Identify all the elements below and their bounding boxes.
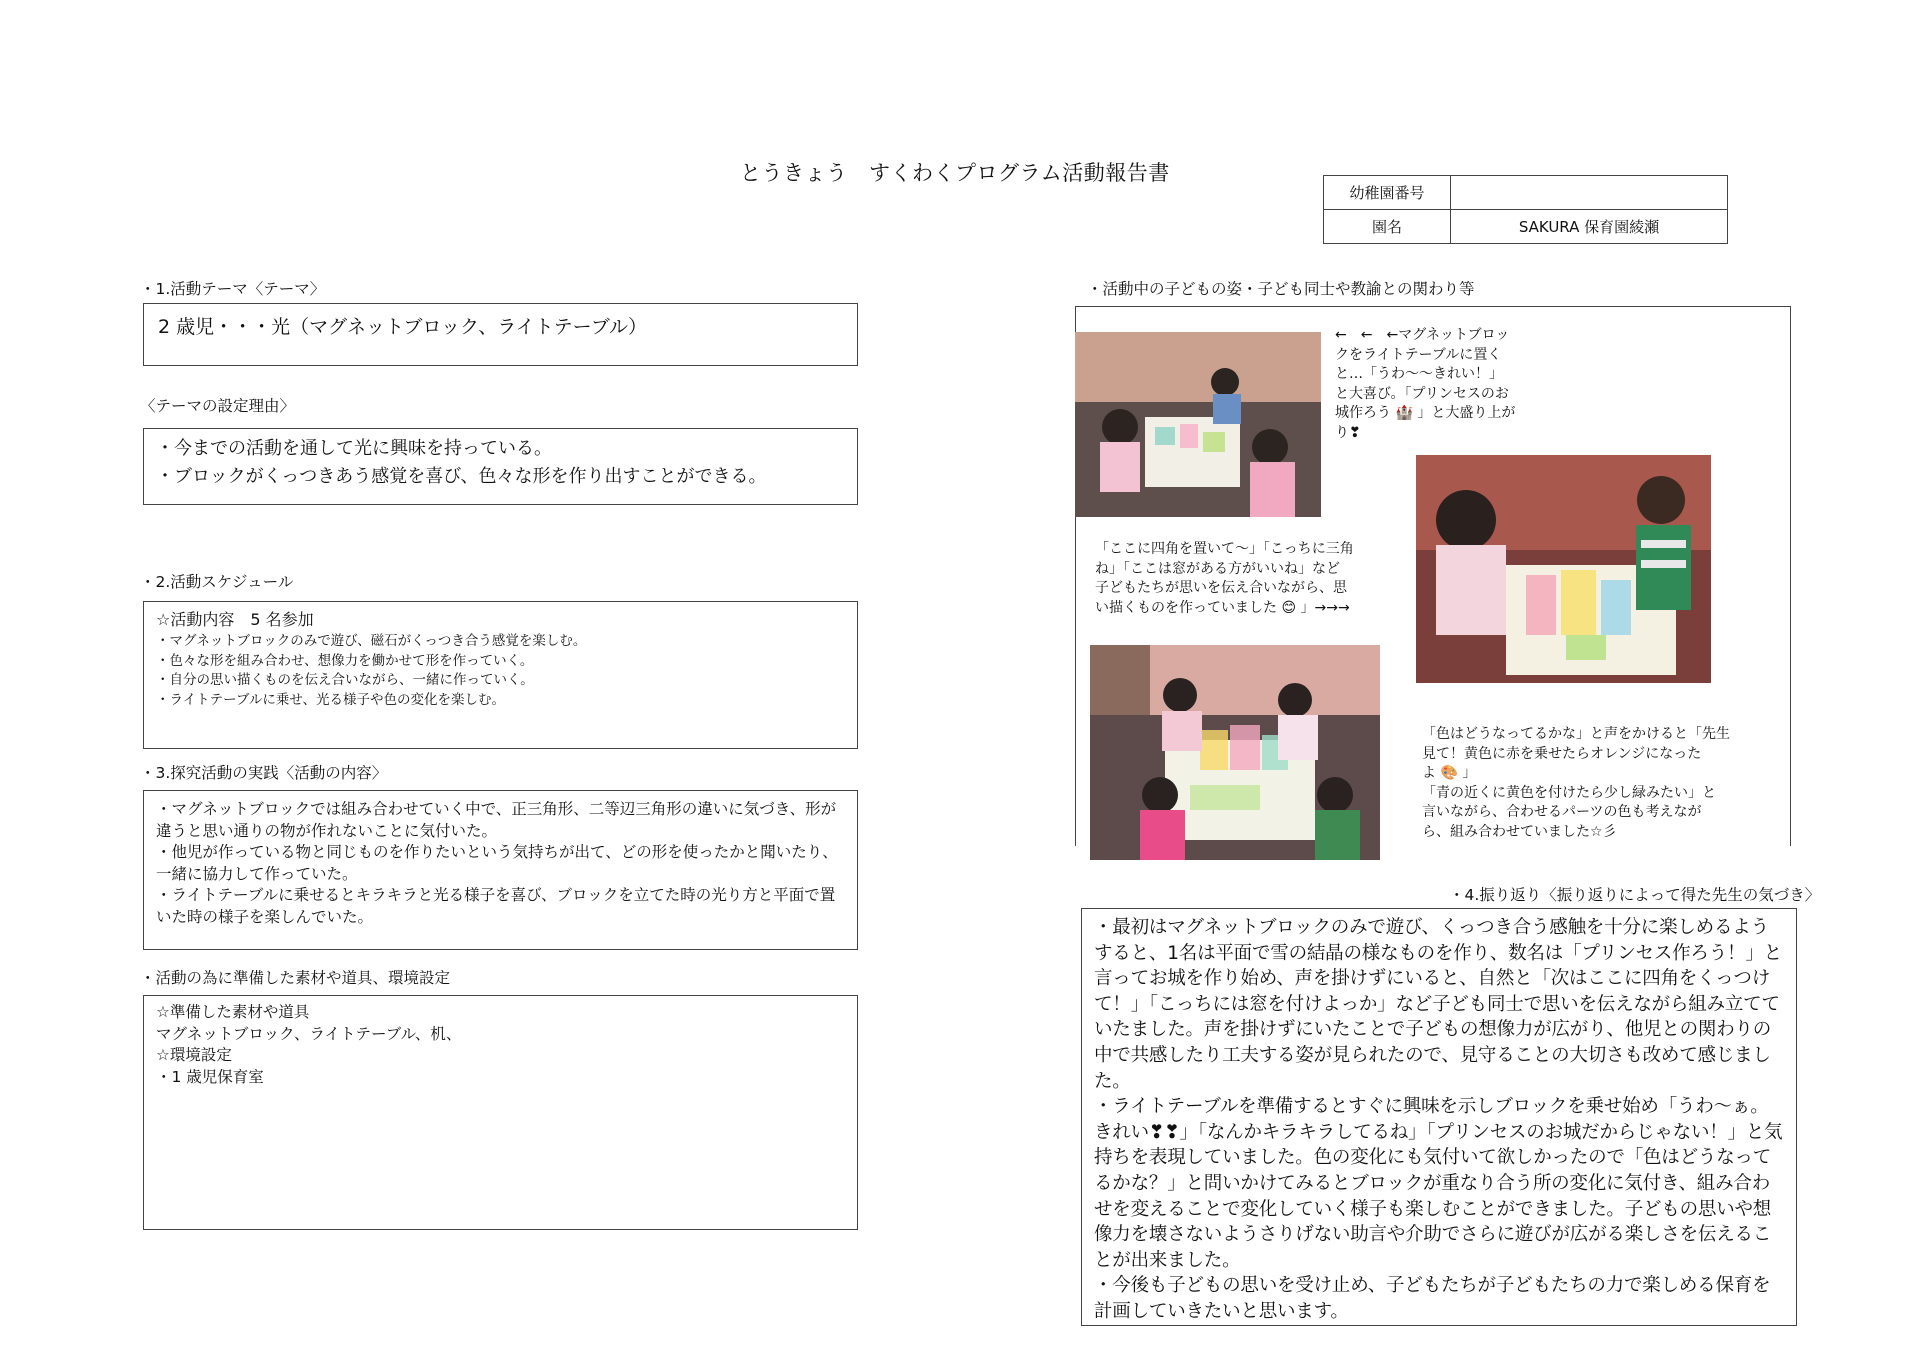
info-table [1323, 175, 1728, 244]
list-item: ・色々な形を組み合わせ、想像力を働かせて形を作っていく。 [156, 652, 534, 669]
activity-photo-3 [1090, 645, 1380, 860]
photo-caption-1: ← ← ←マグネットブロッ クをライトテーブルに置く と…「うわ～～きれい！」 と大喜び。「プリンセスのお 城作ろう 🏰 」と大盛り上が り❣ [1335, 327, 1516, 441]
list-item: ・自分の思い描くものを伝え合いながら、一緒に作っていく。 [156, 672, 534, 688]
kindergarten-number-label: 幼稚園番号 [1324, 176, 1451, 210]
table-row [1324, 210, 1728, 244]
document-title: とうきょう すくわくプログラム活動報告書 [740, 161, 1170, 185]
theme-box [143, 303, 858, 366]
children-section-label: ・活動中の子どもの姿・子ども同士や教諭との関わり等 [1087, 280, 1475, 298]
activity-photo-2 [1416, 455, 1711, 683]
school-name-label: 園名 [1324, 210, 1451, 244]
inquiry-section-label: ・3.探究活動の実践〈活動の内容〉 [140, 764, 388, 782]
photo-caption-3: 「色はどうなってるかな」と声をかけると「先生 見て！黄色に赤を乗せたらオレンジになった よ 🎨 」 「青の近くに黄色を付けたら少し緑みたい」と 言いながら、合わせるパーツの色も考えなが ら、組み合わせていました☆彡 [1422, 726, 1730, 840]
school-name-value: SAKURA 保育園綾瀬 [1451, 210, 1728, 244]
materials-section-label: ・活動の為に準備した素材や道具、環境設定 [140, 969, 451, 987]
inquiry-text: ・マグネットブロックでは組み合わせていく中で、正三角形、二等辺三角形の違いに気づき、形が違うと思い通りの物が作れないことに気付いた。 ・他児が作っている物と同じものを作りたいという気持ちが出て、どの形を使ったかと聞いたり、一緒に協力して作っていた。 ・ライトテーブルに乗せるとキラキラと光る様子を喜び、ブロックを立てた時の光り方と平面で置いた時の様子を楽しんでいた。 [156, 800, 838, 926]
reason-text: ・今までの活動を通して光に興味を持っている。 ・ブロックがくっつきあう感覚を喜び、色々な形を作り出すことができる。 [156, 438, 767, 487]
schedule-box [143, 601, 858, 749]
list-item: ・マグネットブロックのみで遊び、磁石がくっつき合う感覚を楽しむ。 [156, 633, 587, 649]
materials-text: ☆準備した素材や道具 マグネットブロック、ライトテーブル、机、 ☆環境設定 ・1 歳児保育室 [156, 1003, 462, 1086]
reflection-section-label: ・4.振り返り〈振り返りによって得た先生の気づき〉 [1449, 886, 1821, 904]
activity-photo-1 [1075, 332, 1321, 517]
inquiry-box [143, 790, 858, 950]
list-item: ・ライトテーブルに乗せ、光る様子や色の変化を楽しむ。 [156, 691, 505, 708]
schedule-heading: ☆活動内容 5 名参加 [156, 610, 314, 629]
table-row [1324, 176, 1728, 210]
schedule-section-label: ・2.活動スケジュール [140, 573, 294, 591]
materials-box [143, 995, 858, 1230]
reflection-text: ・最初はマグネットブロックのみで遊び、くっつき合う感触を十分に楽しめるようすると、1名は平面で雪の結晶の様なものを作り、数名は「プリンセス作ろう！」と言ってお城を作り始め、声を掛けずにいると、自然と「次はここに四角をくっつけて！」「こっちには窓を付けよっか」など子ども同士で思いを伝えながら組み立てていたました。声を掛けずにいたことで子どもの想像力が広がり、他児との関わりの中で共感したり工夫する姿が見られたので、見守ることの大切さも改めて感じました。 ・ライトテーブルを準備するとすぐに興味を示しブロックを乗せ始め「うわ～ぁ。きれい❣❣」「なんかキラキラしてるね」「プリンセスのお城だからじゃない！」と気持ちを表現していました。色の変化にも気付いて欲しかったので「色はどうなってるかな？」と問いかけてみるとブロックが重なり合う所の変化に気付き、組み合わせを変えることで変化していく様子も楽しむことができました。子どもの思いや想像力を壊さないようさりげない助言や介助でさらに遊びが広がる楽しさを伝えることが出来ました。 ・今後も子どもの思いを受け止め、子どもたちが子どもたちの力で楽しめる保育を計画していきたいと思います。 [1094, 917, 1783, 1322]
reflection-box [1081, 908, 1797, 1326]
photo-caption-2: 「ここに四角を置いて～」「こっちに三角 ね」「ここは窓がある方がいいね」など 子どもたちが思いを伝え合いながら、思 い描くものを作っていました 😊 」→→→ [1095, 541, 1354, 616]
reason-section-label: 〈テーマの設定理由〉 [140, 397, 296, 415]
schedule-list [144, 632, 857, 710]
theme-text: 2 歳児・・・光（マグネットブロック、ライトテーブル） [158, 316, 647, 338]
kindergarten-number-value [1451, 176, 1728, 210]
theme-section-label: ・1.活動テーマ〈テーマ〉 [140, 280, 326, 298]
reason-box [143, 428, 858, 505]
